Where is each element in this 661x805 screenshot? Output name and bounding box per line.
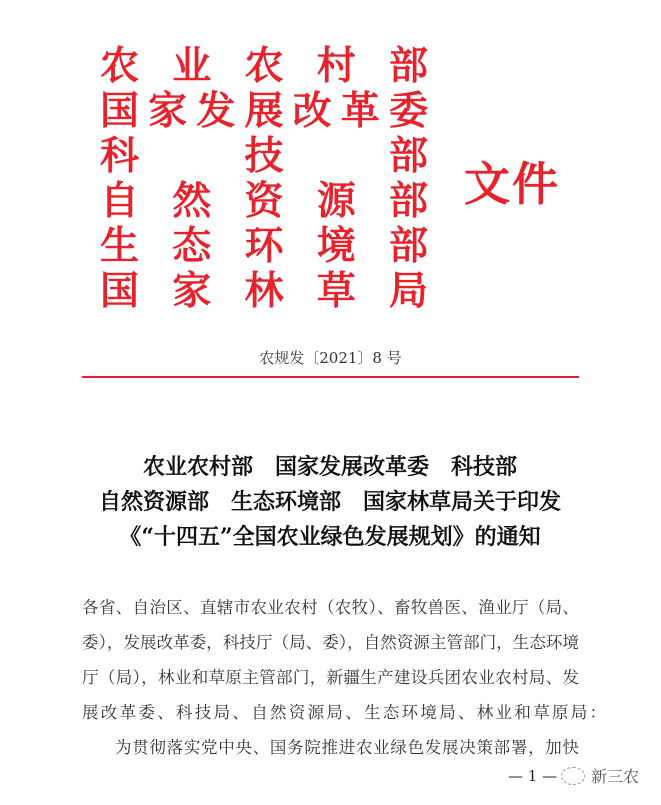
title-line: 自然资源部 生态环境部 国家林草局关于印发 — [98, 489, 561, 515]
body-line: 各省、自治区、直辖市农业农村（农牧）、畜牧兽医、渔业厅（局、 — [82, 598, 579, 617]
document-title — [60, 450, 600, 555]
issuer-char: 林 — [244, 268, 284, 314]
issuer-row — [100, 44, 428, 89]
page-footer — [508, 764, 639, 787]
document-type: 文件 — [464, 157, 560, 211]
issuer-char: 资 — [244, 178, 284, 224]
issuer-char: 生 — [100, 223, 140, 269]
body-line: 委），发展改革委，科技厅（局、委），自然资源主管部门，生态环境 — [82, 633, 579, 652]
title-line: 农业农村部 国家发展改革委 科技部 — [142, 454, 517, 480]
wechat-watermark-icon — [561, 767, 585, 785]
issuer-char: 局 — [388, 268, 428, 314]
issuer-char: 然 — [172, 178, 212, 224]
issuer-char: 技 — [244, 133, 284, 179]
issuing-agencies — [100, 44, 428, 314]
issuer-char: 展 — [244, 88, 284, 134]
document-body — [82, 590, 609, 765]
issuer-char: 国 — [100, 268, 140, 314]
issuer-char: 家 — [172, 268, 212, 314]
body-line: 为贯彻落实党中央、国务院推进农业绿色发展决策部署，加快 — [115, 738, 579, 757]
issuer-char: 自 — [100, 178, 140, 224]
issuer-char: 业 — [172, 43, 212, 89]
issuer-char: 草 — [316, 268, 356, 314]
issuer-char: 村 — [316, 43, 356, 89]
body-line: 展改革委、科技局、自然资源局、生态环境局、林业和草原局： — [82, 703, 609, 722]
issuer-char: 科 — [100, 133, 140, 179]
red-divider — [82, 376, 579, 378]
issuer-char: 国 — [100, 88, 140, 134]
title-line: 《“十四五”全国农业绿色发展规划》的通知 — [119, 524, 541, 550]
issuer-row — [100, 134, 428, 179]
issuer-row — [100, 224, 428, 269]
issuer-char: 农 — [244, 43, 284, 89]
issuer-char: 改 — [292, 88, 332, 134]
issuer-char: 革 — [340, 88, 380, 134]
issuer-char: 发 — [196, 88, 236, 134]
document-number: 农规发〔2021〕8 号 — [259, 349, 402, 367]
issuer-row — [100, 89, 428, 134]
issuer-char: 部 — [388, 223, 428, 269]
issuer-row — [100, 179, 428, 224]
issuer-char: 家 — [148, 88, 188, 134]
issuer-char: 部 — [388, 133, 428, 179]
watermark-text: 新三农 — [591, 767, 640, 786]
issuer-char: 态 — [172, 223, 212, 269]
issuer-char: 境 — [316, 223, 356, 269]
body-line: 厅（局），林业和草原主管部门，新疆生产建设兵团农业农村局、发 — [82, 668, 579, 687]
issuer-char: 委 — [388, 88, 428, 134]
issuer-char: 农 — [100, 43, 140, 89]
issuer-row — [100, 269, 428, 314]
issuer-char: 环 — [244, 223, 284, 269]
issuer-char: 部 — [388, 43, 428, 89]
issuer-char: 源 — [316, 178, 356, 224]
issuer-char: 部 — [388, 178, 428, 224]
page-number: — 1 — — [508, 766, 558, 785]
